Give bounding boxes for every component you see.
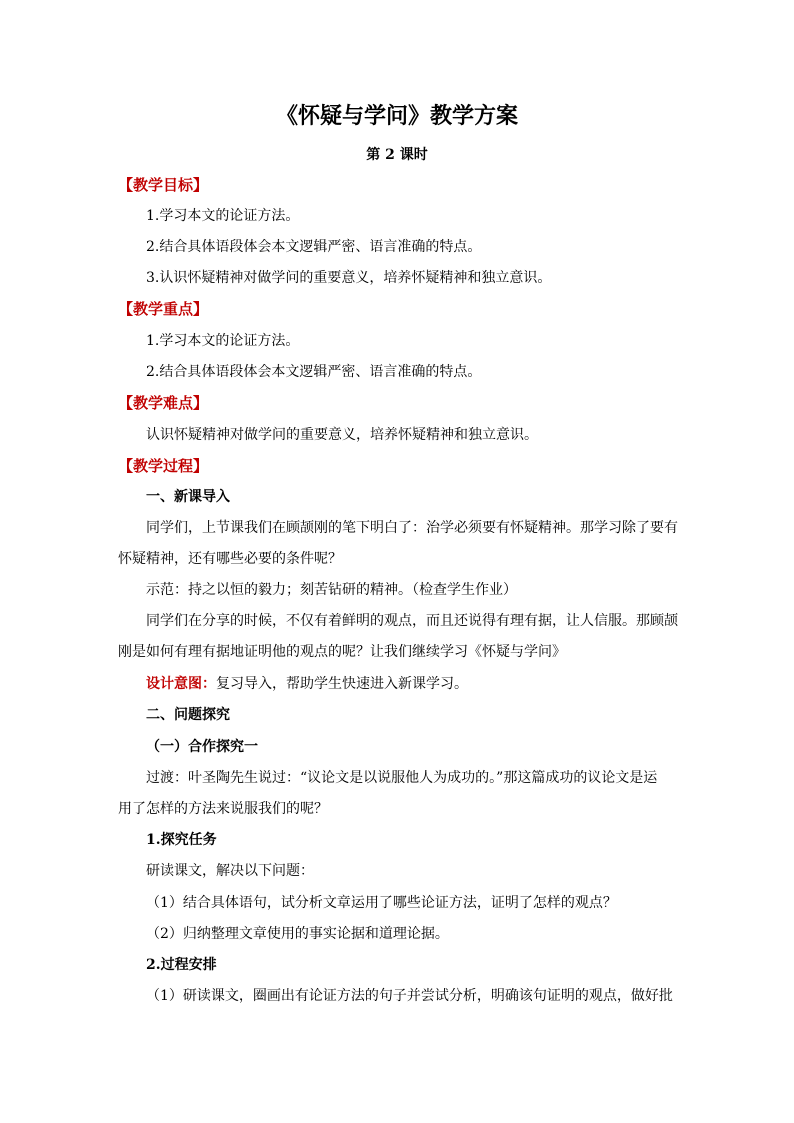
sub1-title: （一）合作探究一 — [146, 739, 258, 755]
heading-difficulty: 【教学难点】 — [118, 394, 209, 412]
heading-process: 【教学过程】 — [118, 457, 209, 475]
part1-title: 一、新课导入 — [146, 489, 230, 505]
design-intent — [146, 674, 676, 694]
goal-item: 2.结合具体语段体会本文逻辑严密、语言准确的特点。 — [146, 239, 482, 255]
design-intent-text: 复习导入，帮助学生快速进入新课学习。 — [216, 676, 468, 692]
paragraph-line: 过渡：叶圣陶先生说过：“议论文是以说服他人为成功的。”那这篇成功的议论文是运 — [146, 770, 658, 786]
heading-focus: 【教学重点】 — [118, 300, 209, 318]
paragraph-line: 刚是如何有理有据地证明他的观点的呢？让我们继续学习《怀疑与学问》 — [118, 644, 566, 660]
paragraph-line: 怀疑精神，还有哪些必要的条件呢？ — [118, 551, 342, 567]
goal-item: 1.学习本文的论证方法。 — [146, 208, 300, 224]
focus-item: 1.学习本文的论证方法。 — [146, 333, 300, 349]
part2-title: 二、问题探究 — [146, 707, 230, 723]
paragraph-line: 同学们，上节课我们在顾颉刚的笔下明白了：治学必须要有怀疑精神。那学习除了要有 — [146, 520, 678, 536]
lesson-subtitle: 第 2 课时 — [366, 147, 428, 163]
heading-goals: 【教学目标】 — [118, 176, 209, 194]
goal-item: 3.认识怀疑精神对做学问的重要意义，培养怀疑精神和独立意识。 — [146, 270, 552, 286]
paragraph-line: 用了怎样的方法来说服我们的呢？ — [118, 801, 328, 817]
paragraph-line: 示范：持之以恒的毅力；刻苦钻研的精神。（检查学生作业） — [146, 582, 517, 598]
document-title: 《怀疑与学问》教学方案 — [275, 103, 518, 129]
task-question: （2）归纳整理文章使用的事实论据和道理论据。 — [146, 926, 449, 942]
difficulty-item: 认识怀疑精神对做学问的重要意义，培养怀疑精神和独立意识。 — [146, 427, 538, 443]
task-title: 1.探究任务 — [146, 832, 217, 848]
paragraph-line: 同学们在分享的时候，不仅有着鲜明的观点，而且还说得有理有据，让人信服。那顾颉 — [146, 613, 678, 629]
arrangement-title: 2.过程安排 — [146, 957, 217, 973]
focus-item: 2.结合具体语段体会本文逻辑严密、语言准确的特点。 — [146, 364, 482, 380]
task-question: （1）结合具体语句，试分析文章运用了哪些论证方法，证明了怎样的观点？ — [146, 895, 617, 911]
paragraph-line: （1）研读课文，圈画出有论证方法的句子并尝试分析，明确该句证明的观点，做好批 — [146, 988, 673, 1004]
paragraph-line: 研读课文，解决以下问题： — [146, 863, 314, 879]
design-intent-label: 设计意图： — [146, 676, 216, 692]
